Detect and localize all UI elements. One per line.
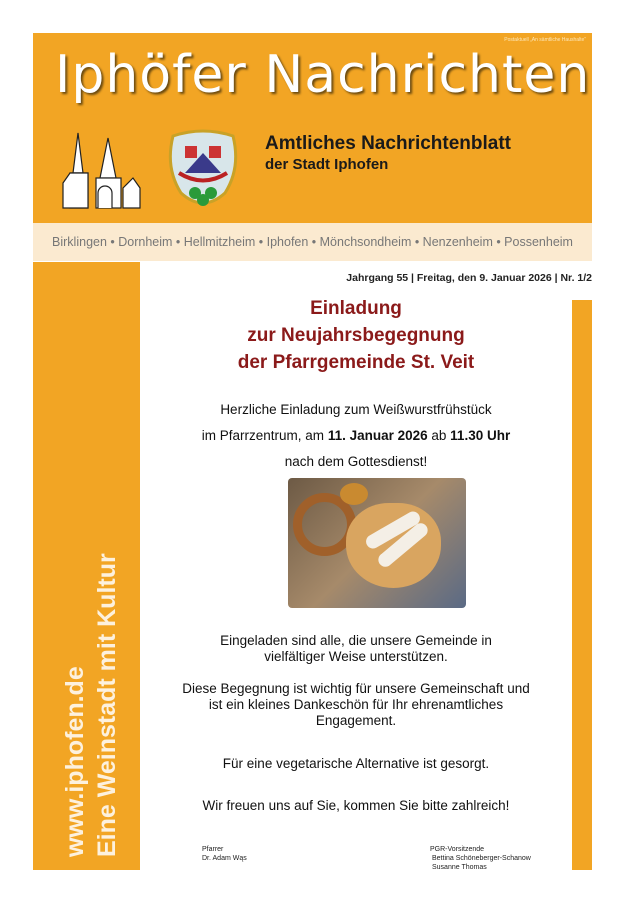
- text: ab: [427, 428, 451, 443]
- right-accent-strip: [572, 300, 592, 870]
- paragraph: Diese Begegnung ist wichtig für unsere Gemeinschaft und ist ein kleines Dankeschön für Ihr ehrenamtliches Engagement.: [182, 681, 530, 728]
- church-illustration-icon: [58, 128, 143, 213]
- heading-line: der Pfarrgemeinde St. Veit: [237, 352, 475, 373]
- intro-line: nach dem Gottesdienst!: [284, 454, 428, 469]
- intro-line: [140, 428, 572, 444]
- paragraph: Wir freuen uns auf Sie, kommen Sie bitte zahlreich!: [202, 798, 510, 813]
- signature-left: [202, 845, 247, 863]
- postal-note: Postaktuell „An sämtliche Haushalte“: [504, 37, 586, 43]
- paragraph: Für eine vegetarische Alternative ist gesorgt.: [222, 756, 490, 771]
- name: Bettina Schöneberger-Schanow: [432, 855, 531, 862]
- heading-line: Einladung: [310, 298, 402, 319]
- name: Susanne Thomas: [432, 864, 487, 871]
- subtitle: Amtliches Nachrichtenblatt: [265, 133, 511, 154]
- event-date: 11. Januar 2026: [327, 428, 428, 443]
- signature-right: [430, 845, 531, 872]
- slogan: Eine Weinstadt mit Kultur: [93, 553, 121, 857]
- towns-bar: Birklingen • Dornheim • Hellmitzheim • Iphofen • Mönchsondheim • Nenzenheim • Possenheim: [33, 223, 592, 261]
- name: Dr. Adam Wąs: [202, 855, 247, 862]
- issue-info: Jahrgang 55 | Freitag, den 9. Januar 2026 | Nr. 1/2: [346, 272, 592, 284]
- text: im Pfarrzentrum, am: [201, 428, 328, 443]
- role: Pfarrer: [202, 846, 224, 853]
- website-url: www.iphofen.de: [61, 666, 89, 857]
- event-time: 11.30 Uhr: [450, 428, 511, 443]
- heading-line: zur Neujahrsbegegnung: [247, 325, 465, 346]
- newspaper-title: Iphöfer Nachrichten: [55, 45, 591, 105]
- subtitle-city: der Stadt Iphofen: [265, 156, 389, 173]
- weisswurst-photo: [288, 478, 466, 608]
- role: PGR-Vorsitzende: [430, 846, 485, 853]
- paragraph: Eingeladen sind alle, die unsere Gemeinde in vielfältiger Weise unterstützen.: [220, 633, 492, 664]
- left-sidebar: [33, 262, 140, 870]
- coat-of-arms-icon: [163, 128, 243, 213]
- intro-line: Herzliche Einladung zum Weißwurstfrühstück: [220, 402, 492, 417]
- masthead: [33, 33, 592, 223]
